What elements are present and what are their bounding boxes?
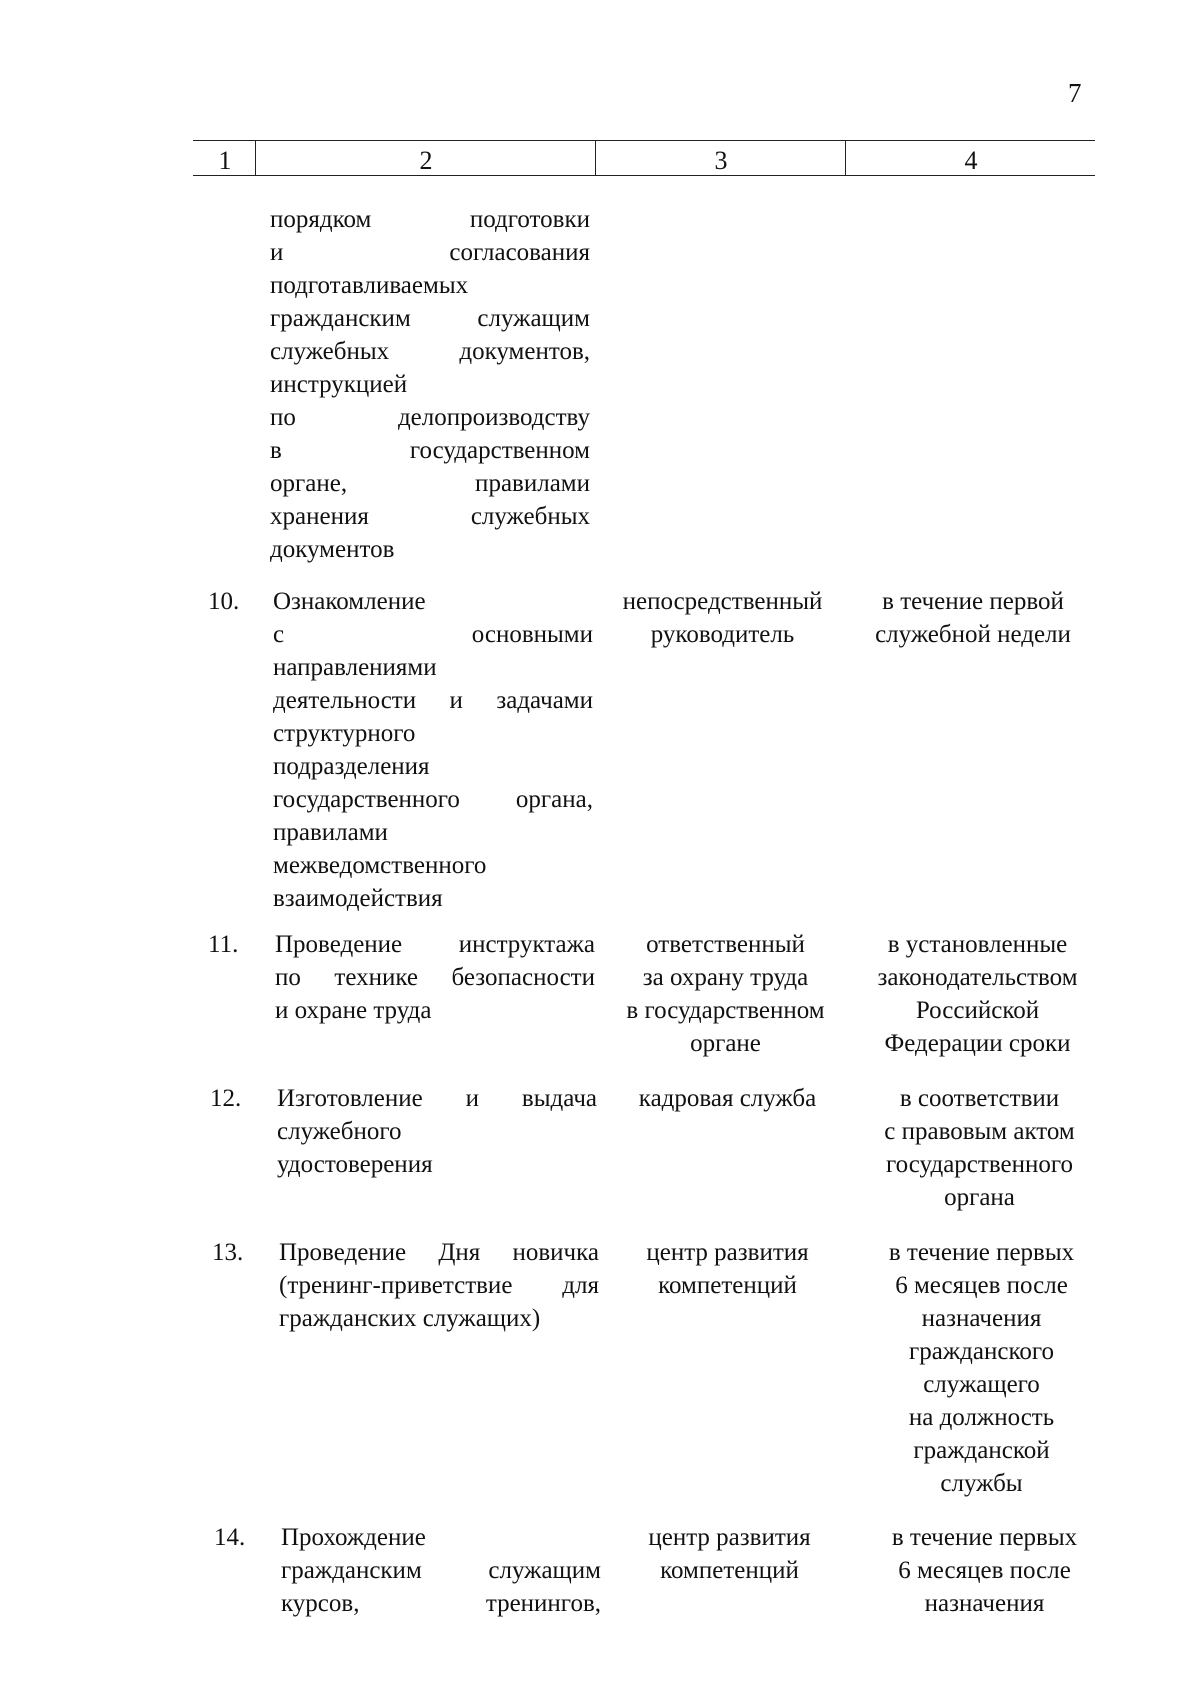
- responsible-line: непосредственный: [622, 588, 823, 615]
- continuation-line: и согласования: [270, 239, 590, 266]
- continuation-line: инструкцией: [270, 371, 408, 398]
- row-responsible: [605, 1082, 850, 1115]
- header-divider-2: [595, 140, 596, 176]
- responsible-line: центр развития: [648, 1524, 811, 1551]
- continuation-line: служебных документов,: [270, 338, 590, 365]
- row-activity: [275, 928, 595, 1027]
- activity-line: гражданским служащим: [281, 1557, 601, 1584]
- continuation-line: хранения служебных: [270, 503, 590, 530]
- row-number: 10.: [208, 588, 240, 615]
- continuation-activity: [270, 203, 590, 566]
- row-deadline: [857, 1082, 1102, 1214]
- responsible-line: центр развития: [646, 1239, 809, 1266]
- deadline-line: органа: [944, 1184, 1015, 1211]
- activity-line: взаимодействия: [273, 885, 443, 912]
- responsible-line: компетенций: [658, 1272, 797, 1299]
- activity-line: гражданских служащих): [279, 1305, 541, 1332]
- row-responsible: [607, 1521, 852, 1587]
- deadline-line: законодательством: [877, 964, 1078, 991]
- deadline-line: 6 месяцев после: [898, 1557, 1071, 1584]
- activity-line: правилами: [273, 819, 388, 846]
- deadline-line: службы: [940, 1470, 1023, 1497]
- header-divider-3: [845, 140, 846, 176]
- activity-line: (тренинг-приветствие для: [279, 1272, 599, 1299]
- deadline-line: назначения: [924, 1590, 1045, 1617]
- header-col-4: 4: [964, 146, 978, 175]
- row-number: 11.: [208, 931, 239, 958]
- row-activity: [277, 1082, 597, 1181]
- activity-line: Проведение Дня новичка: [279, 1239, 599, 1266]
- responsible-line: органе: [690, 1030, 761, 1057]
- deadline-line: Российской: [915, 997, 1040, 1024]
- deadline-line: государственного: [886, 1151, 1073, 1178]
- activity-line: курсов, тренингов,: [281, 1590, 601, 1617]
- activity-line: подразделения: [273, 753, 430, 780]
- row-responsible: [600, 585, 845, 651]
- header-col-1: 1: [218, 146, 232, 175]
- row-activity: [281, 1521, 601, 1620]
- continuation-line: в государственном: [270, 437, 590, 464]
- header-top-line: [193, 140, 1095, 141]
- activity-line: структурного: [273, 720, 416, 747]
- deadline-line: 6 месяцев после: [895, 1272, 1068, 1299]
- activity-line: с основными: [273, 621, 593, 648]
- continuation-line: подготавливаемых: [270, 272, 469, 299]
- continuation-line: гражданским служащим: [270, 305, 590, 332]
- row-deadline: [853, 585, 1093, 651]
- deadline-line: в течение первых: [888, 1239, 1075, 1266]
- header-col-2: 2: [419, 146, 433, 175]
- row-number: 12.: [210, 1085, 242, 1112]
- continuation-line: документов: [270, 536, 395, 563]
- activity-line: межведомственного: [273, 852, 487, 879]
- activity-line: удостоверения: [277, 1151, 433, 1178]
- deadline-line: на должность: [908, 1404, 1055, 1431]
- deadline-line: гражданской: [913, 1437, 1050, 1464]
- row-activity: [273, 585, 593, 915]
- deadline-line: с правовым актом: [884, 1118, 1075, 1145]
- activity-line: и охране труда: [275, 997, 432, 1024]
- deadline-line: в течение первых: [891, 1524, 1078, 1551]
- activity-line: направлениями: [273, 654, 437, 681]
- continuation-line: органе, правилами: [270, 470, 590, 497]
- row-number: 14.: [214, 1524, 246, 1551]
- responsible-line: ответственный: [646, 931, 805, 958]
- row-responsible: [603, 928, 848, 1060]
- deadline-line: служебной недели: [875, 621, 1071, 648]
- continuation-line: порядком подготовки: [270, 206, 590, 233]
- deadline-line: в установленные: [887, 931, 1068, 958]
- responsible-line: компетенций: [660, 1557, 799, 1584]
- activity-line: служебного: [277, 1118, 402, 1145]
- row-deadline: [862, 1521, 1107, 1620]
- row-deadline: [855, 928, 1100, 1060]
- page-number: 7: [1068, 78, 1082, 108]
- responsible-line: кадровая служба: [638, 1085, 817, 1112]
- activity-line: Прохождение: [281, 1524, 426, 1551]
- row-activity: [279, 1236, 599, 1335]
- row-deadline: [859, 1236, 1104, 1500]
- responsible-line: в государственном: [626, 997, 825, 1024]
- row-number: 13.: [212, 1239, 244, 1266]
- header-divider-1: [255, 140, 256, 176]
- activity-line: по технике безопасности: [275, 964, 595, 991]
- activity-line: деятельности и задачами: [273, 687, 593, 714]
- deadline-line: в течение первой: [882, 588, 1064, 615]
- deadline-line: в соответствии: [899, 1085, 1060, 1112]
- deadline-line: гражданского: [909, 1338, 1054, 1365]
- deadline-line: служащего: [923, 1371, 1040, 1398]
- row-responsible: [605, 1236, 850, 1302]
- activity-line: Изготовление и выдача: [277, 1085, 597, 1112]
- continuation-line: по делопроизводству: [270, 404, 590, 431]
- deadline-line: назначения: [921, 1305, 1042, 1332]
- activity-line: государственного органа,: [273, 786, 593, 813]
- activity-line: Проведение инструктажа: [275, 931, 595, 958]
- responsible-line: руководитель: [650, 621, 795, 648]
- activity-line: Ознакомление: [273, 588, 426, 615]
- header-col-3: 3: [714, 146, 728, 175]
- deadline-line: Федерации сроки: [884, 1030, 1071, 1057]
- responsible-line: за охрану труда: [642, 964, 809, 991]
